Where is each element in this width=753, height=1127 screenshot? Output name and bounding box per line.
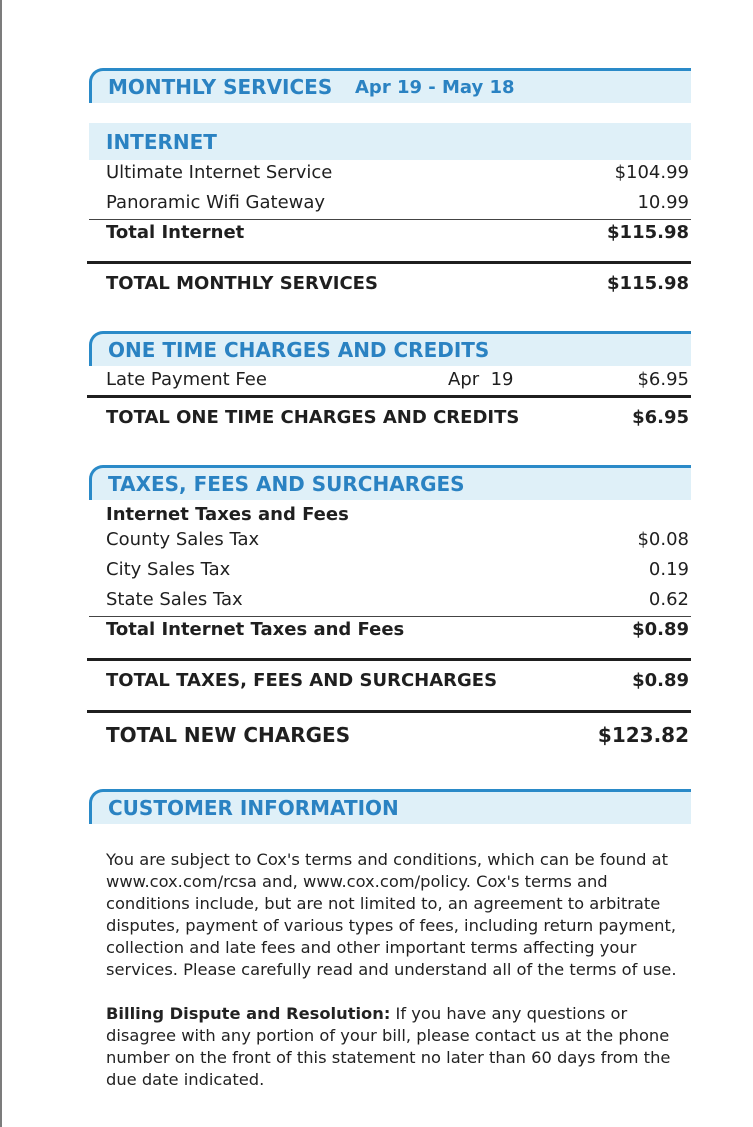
total-new-charges-amount: $123.82 [597, 723, 689, 747]
one-time-charges-title: ONE TIME CHARGES AND CREDITS [108, 338, 490, 362]
line-item [89, 587, 691, 615]
divider-thick [87, 261, 691, 264]
customer-info-header [89, 789, 691, 824]
line-item-label: Panoramic Wifi Gateway [106, 192, 326, 213]
monthly-services-title: MONTHLY SERVICES [108, 75, 333, 99]
line-item [89, 527, 691, 555]
total-one-time-label: TOTAL ONE TIME CHARGES AND CREDITS [106, 407, 520, 428]
line-item [89, 367, 691, 395]
line-item-amount: $6.95 [637, 369, 689, 390]
line-item-label: Ultimate Internet Service [106, 162, 333, 183]
billing-period: Apr 19 - May 18 [355, 77, 515, 98]
total-taxes-amount: $0.89 [632, 670, 689, 691]
subtotal-row [89, 617, 691, 645]
total-new-charges-label: TOTAL NEW CHARGES [106, 723, 351, 747]
billing-dispute-heading: Billing Dispute and Resolution: [106, 1004, 391, 1023]
billing-dispute-text: If you have any questions or disagree with any portion of your bill, please contact us at the phone number on the front of this statement no later than 60 days from the due date indicated. [106, 1004, 671, 1089]
section-total-row [89, 668, 691, 696]
tax-group-heading-row [89, 502, 691, 530]
line-item-amount: 10.99 [637, 192, 689, 213]
total-internet-taxes-amount: $0.89 [632, 619, 689, 640]
divider-thick [87, 658, 691, 661]
total-monthly-label: TOTAL MONTHLY SERVICES [106, 273, 378, 294]
section-total-row [89, 405, 691, 433]
customer-info-title: CUSTOMER INFORMATION [108, 796, 399, 820]
grand-total-row [89, 721, 691, 749]
line-item [89, 190, 691, 218]
taxes-title: TAXES, FEES AND SURCHARGES [108, 472, 465, 496]
line-item-amount: 0.62 [648, 589, 689, 610]
total-one-time-amount: $6.95 [632, 407, 689, 428]
line-item-amount: $0.08 [637, 529, 689, 550]
divider-thick [87, 395, 691, 398]
total-internet-label: Total Internet [106, 222, 245, 243]
one-time-charges-header [89, 331, 691, 366]
taxes-header [89, 465, 691, 500]
terms-paragraph: You are subject to Cox's terms and conditions, which can be found at www.cox.com/rcsa and, www.cox.com/policy. Cox's terms and conditions include, but are not limited to, an agreement to arbitrate disputes, payment of various types of fees, including return payment, collection and late fees and other important terms affecting your services. Please carefully read and understand all of the terms of use. [106, 850, 677, 979]
monthly-services-header [89, 68, 691, 103]
line-item [89, 160, 691, 188]
tax-group-heading: Internet Taxes and Fees [106, 504, 349, 525]
line-item-label: Late Payment Fee [106, 369, 267, 390]
billing-dispute-paragraph [106, 1003, 691, 1091]
total-taxes-label: TOTAL TAXES, FEES AND SURCHARGES [106, 670, 498, 691]
line-item-label: City Sales Tax [106, 559, 231, 580]
line-item-date: Apr 19 [448, 369, 514, 390]
line-item-amount: 0.19 [648, 559, 689, 580]
line-item-label: County Sales Tax [106, 529, 260, 550]
line-item [89, 557, 691, 585]
subtotal-row [89, 220, 691, 248]
line-item-label: State Sales Tax [106, 589, 243, 610]
total-internet-amount: $115.98 [607, 222, 689, 243]
line-item-amount: $104.99 [614, 162, 689, 183]
internet-heading-band [89, 123, 691, 160]
total-internet-taxes-label: Total Internet Taxes and Fees [106, 619, 405, 640]
section-total-row [89, 271, 691, 299]
divider-thick [87, 710, 691, 713]
total-monthly-amount: $115.98 [607, 273, 689, 294]
internet-heading: INTERNET [106, 130, 217, 154]
